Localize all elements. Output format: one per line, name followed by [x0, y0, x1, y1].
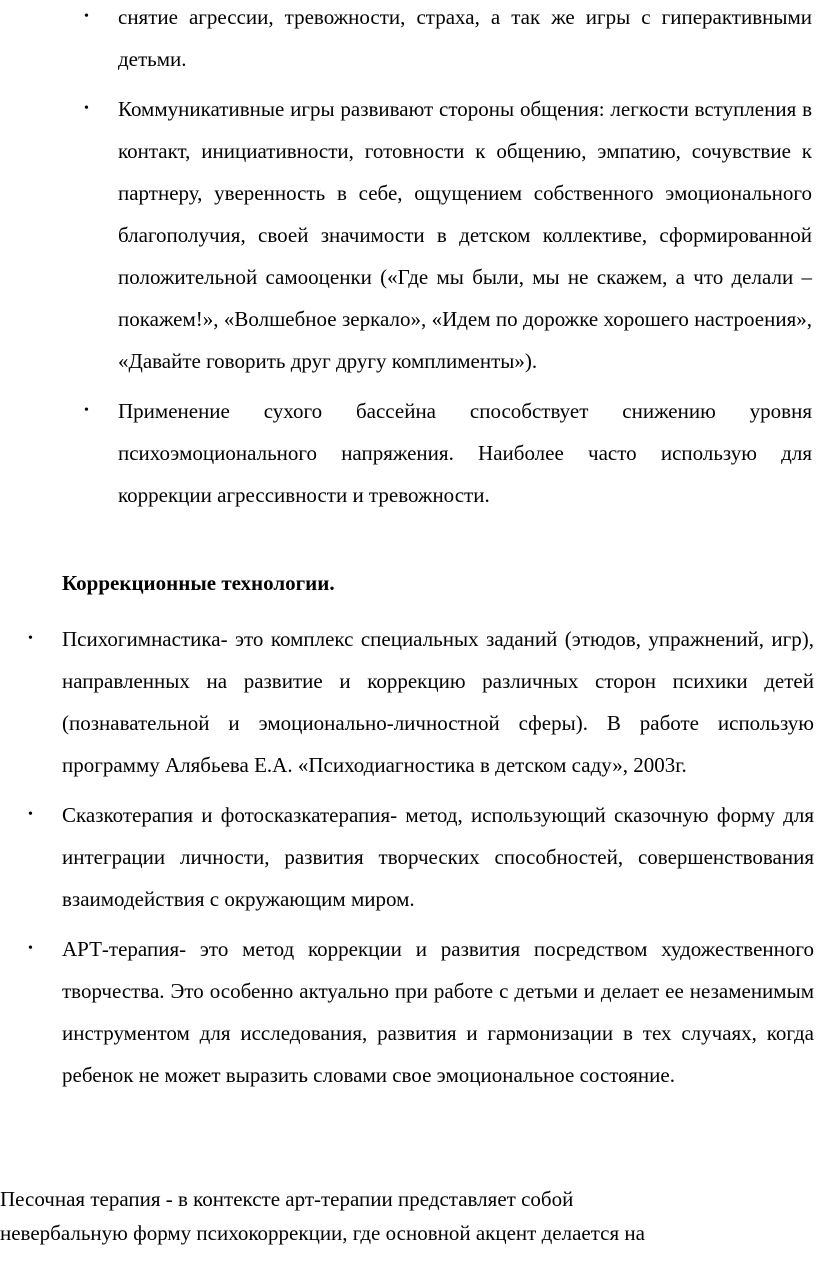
list-item: [0, 88, 812, 382]
bullet-icon: •: [28, 807, 33, 822]
body-paragraph: [0, 1182, 800, 1250]
list-item-text: Психогимнастика- это комплекс специальных заданий (этюдов, упражнений, игр), направленных на развитие и коррекцию различных сторон психики детей (познавательной и эмоционально-личностной сферы). В работе использую программу Алябьева Е.А. «Психодиагностика в детском саду», 2003г.: [62, 627, 814, 777]
bullet-icon: •: [84, 101, 89, 116]
list-item: [0, 794, 814, 920]
list-item: [0, 618, 814, 786]
list-item-text: Коммуникативные игры развивают стороны общения: легкости вступления в контакт, инициативности, готовности к общению, эмпатию, сочувствие к партнеру, уверенность в себе, ощущением собственного эмоционального благополучия, своей значимости в детском коллективе, сформированной положительной самооценки («Где мы были, мы не скажем, а что делали – покажем!», «Волшебное зеркало», «Идем по дорожке хорошего настроения», «Давайте говорить друг другу комплименты»).: [118, 97, 812, 373]
bullet-list-games: [0, 0, 812, 516]
list-item-text: снятие агрессии, тревожности, страха, а так же игры с гиперактивными детьми.: [118, 5, 812, 71]
bullet-icon: •: [84, 403, 89, 418]
list-item-text: Применение сухого бассейна способствует снижению уровня психоэмоционального напряжения. Наиболее часто использую для коррекции агрессивности и тревожности.: [118, 399, 812, 507]
bullet-icon: •: [84, 9, 89, 24]
list-item-text: АРТ-терапия- это метод коррекции и развития посредством художественного творчества. Это особенно актуально при работе с детьми и делает ее незаменимым инструментом для исследования, развития и гармонизации в тех случаях, когда ребенок не может выразить словами свое эмоциональное состояние.: [62, 937, 814, 1087]
section-heading: Коррекционные технологии.: [62, 571, 335, 595]
bullet-icon: •: [28, 941, 33, 956]
bullet-icon: •: [28, 631, 33, 646]
list-item: [0, 928, 814, 1096]
list-item: [0, 0, 812, 80]
paragraph-line: невербальную форму психокоррекции, где основной акцент делается на: [0, 1221, 645, 1245]
list-item: [0, 390, 812, 516]
list-item-text: Сказкотерапия и фотосказкатерапия- метод, использующий сказочную форму для интеграции личности, развития творческих способностей, совершенствования взаимодействия с окружающим миром.: [62, 803, 814, 911]
paragraph-line: Песочная терапия - в контексте арт-терапии представляет собой: [0, 1187, 574, 1211]
bullet-list-correction: [0, 618, 814, 1096]
